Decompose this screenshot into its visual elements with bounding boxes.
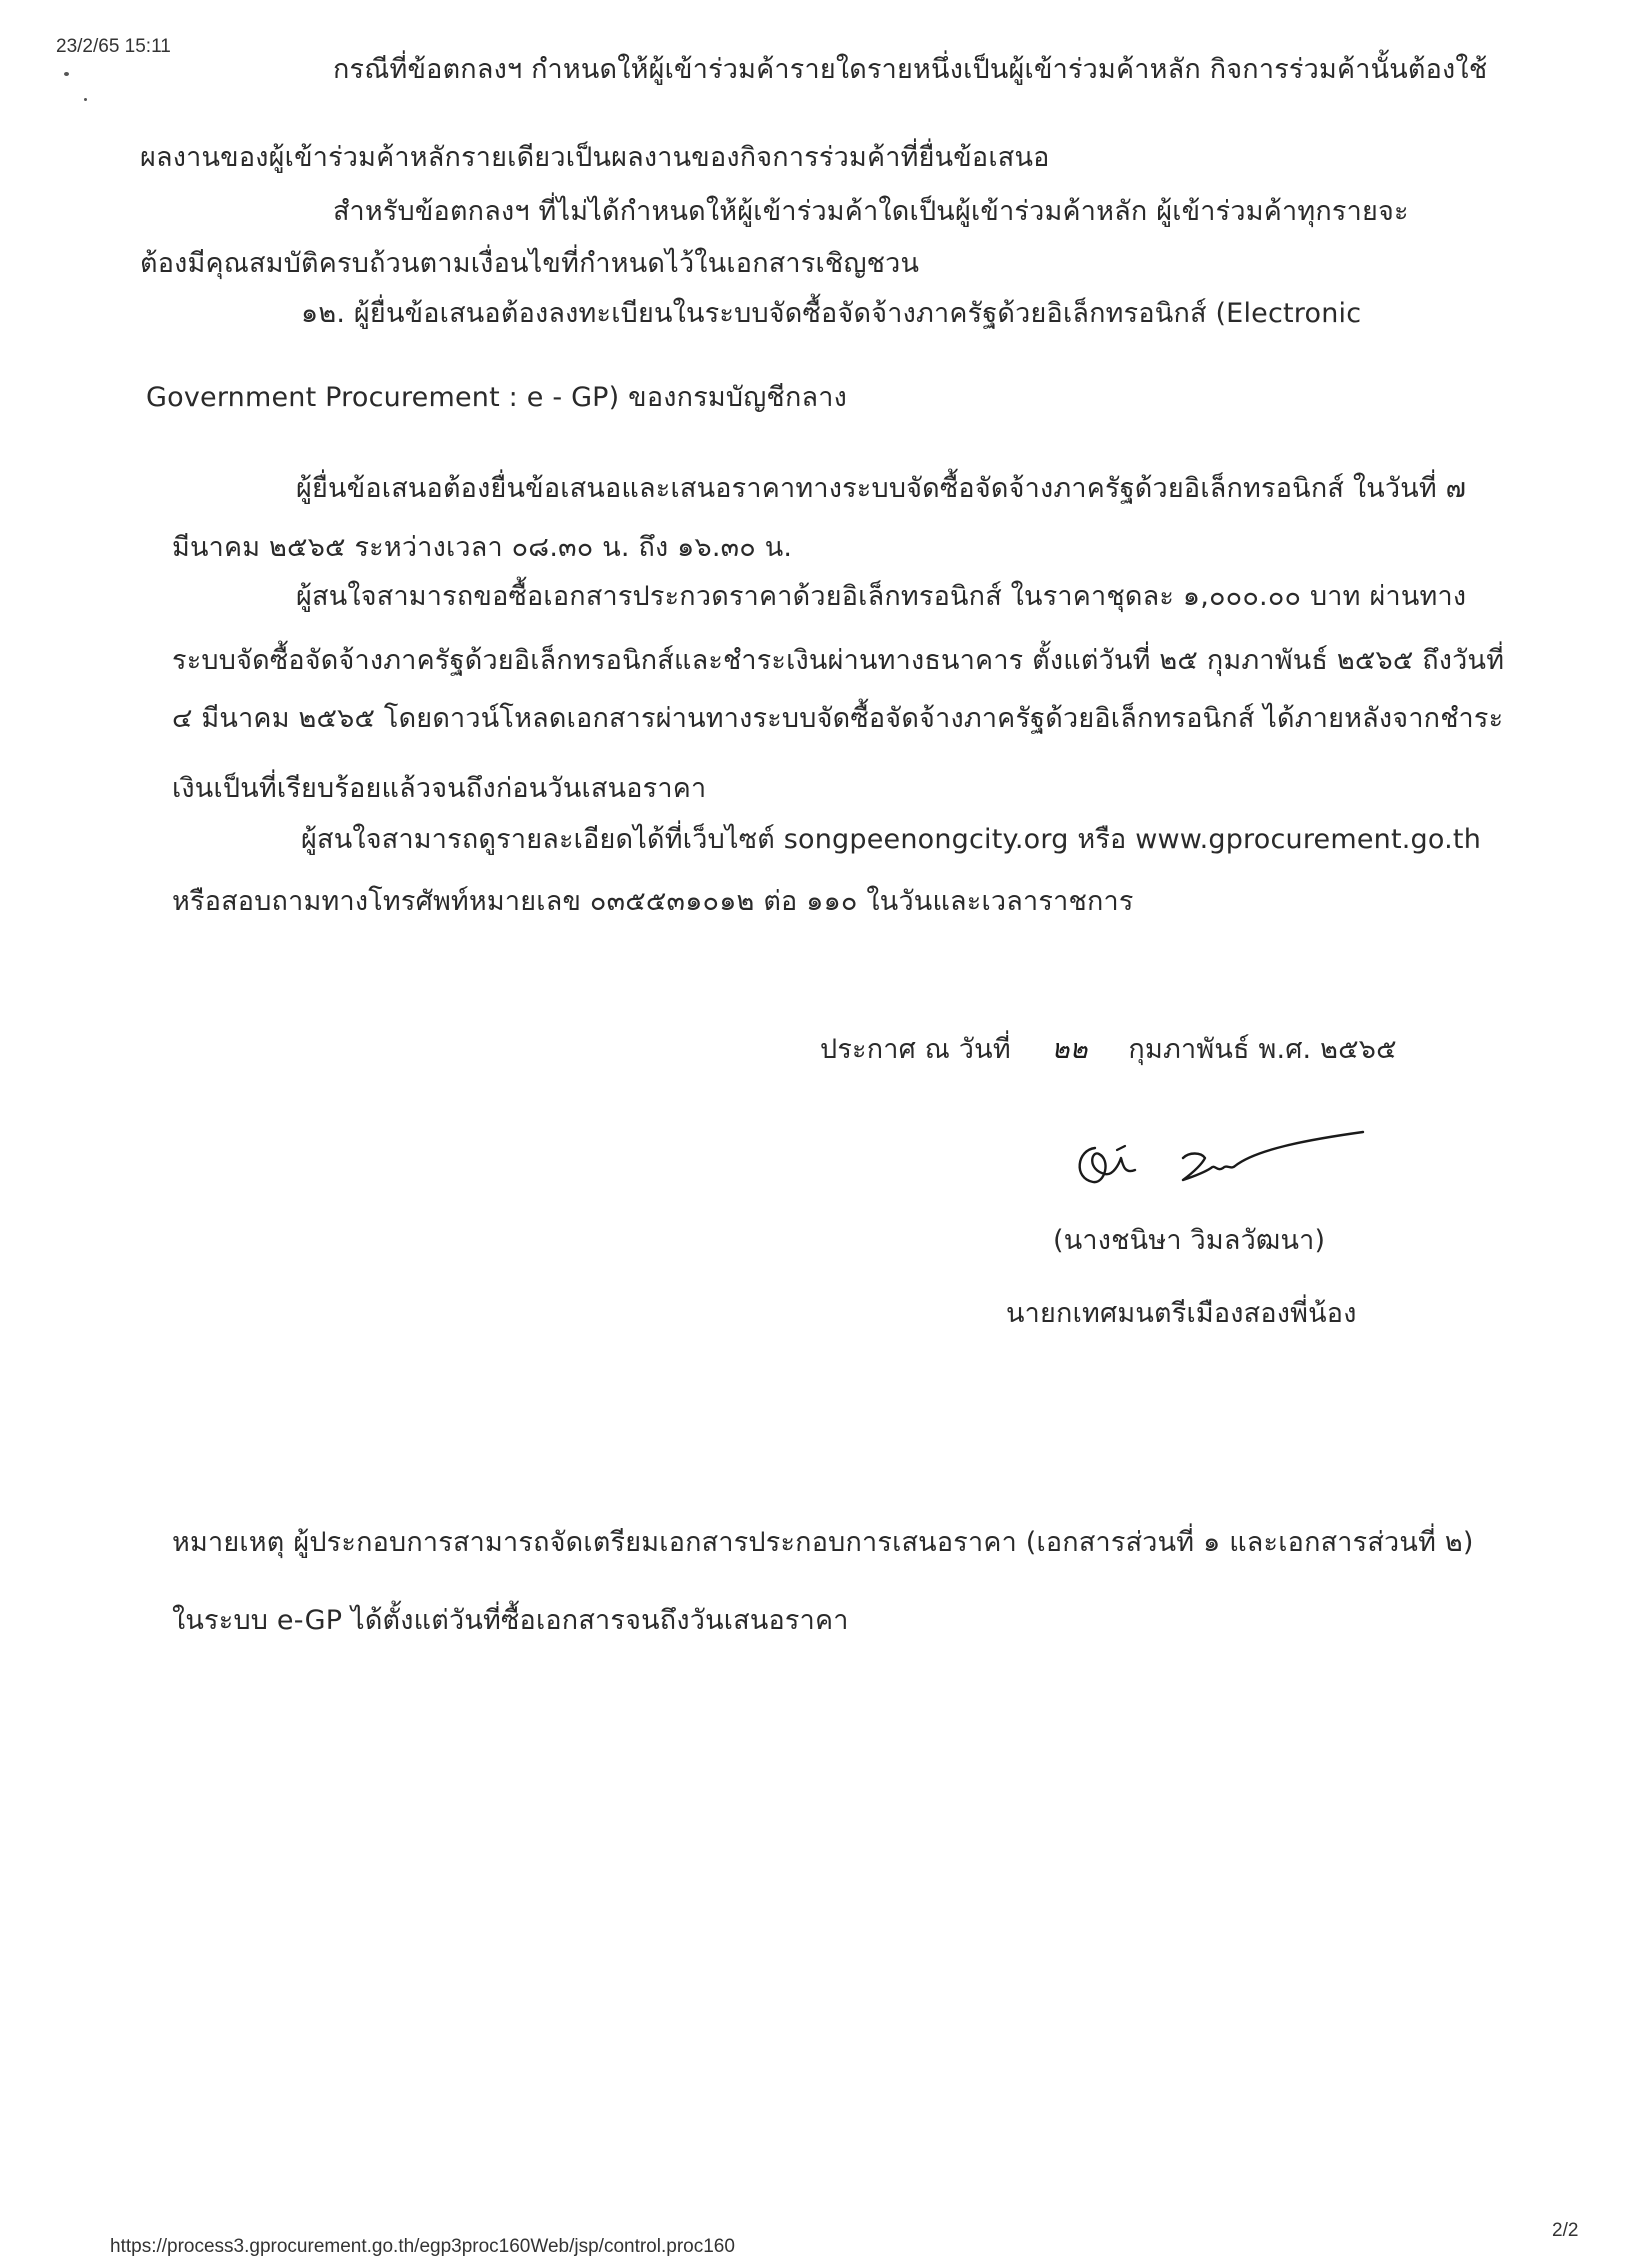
body-line: มีนาคม ๒๕๖๕ ระหว่างเวลา ๐๘.๓๐ น. ถึง ๑๖.๓๐ น. (172, 532, 793, 563)
announcement-suffix: กุมภาพันธ์ พ.ศ. ๒๕๖๕ (1128, 1034, 1397, 1065)
body-line: ผลงานของผู้เข้าร่วมค้าหลักรายเดียวเป็นผลงานของกิจการร่วมค้าที่ยื่นข้อเสนอ (140, 142, 1050, 173)
body-line: ผู้สนใจสามารถขอซื้อเอกสารประกวดราคาด้วยอิเล็กทรอนิกส์ ในราคาชุดละ ๑,๐๐๐.๐๐ บาท ผ่านทาง (296, 581, 1467, 612)
body-line: ผู้ยื่นข้อเสนอต้องยื่นข้อเสนอและเสนอราคาทางระบบจัดซื้อจัดจ้างภาครัฐด้วยอิเล็กทรอนิกส์ ในวันที่ ๗ (296, 473, 1467, 504)
body-line: ผู้สนใจสามารถดูรายละเอียดได้ที่เว็บไซต์ songpeenongcity.org หรือ www.gprocurement.go.th (301, 824, 1482, 855)
handwritten-day: ๒๒ (1051, 1034, 1088, 1065)
remark-line: หมายเหตุ ผู้ประกอบการสามารถจัดเตรียมเอกสารประกอบการเสนอราคา (เอกสารส่วนที่ ๑ และเอกสารส่วนที่ ๒) (172, 1527, 1474, 1558)
print-url: https://process3.gprocurement.go.th/egp3proc160Web/jsp/control.proc160 (110, 2236, 735, 2257)
body-line: กรณีที่ข้อตกลงฯ กำหนดให้ผู้เข้าร่วมค้ารายใดรายหนึ่งเป็นผู้เข้าร่วมค้าหลัก กิจการร่วมค้านั้นต้องใช้ (333, 54, 1488, 85)
body-line: ระบบจัดซื้อจัดจ้างภาครัฐด้วยอิเล็กทรอนิกส์และชำระเงินผ่านทางธนาคาร ตั้งแต่วันที่ ๒๕ กุมภาพันธ์ ๒๕๖๕ ถึงวันที่ (172, 645, 1505, 676)
print-timestamp: 23/2/65 15:11 (56, 36, 171, 57)
body-line: ๑๒. ผู้ยื่นข้อเสนอต้องลงทะเบียนในระบบจัดซื้อจัดจ้างภาครัฐด้วยอิเล็กทรอนิกส์ (Electronic (301, 298, 1362, 329)
announcement-prefix: ประกาศ ณ วันที่ (820, 1034, 1011, 1065)
body-line: ต้องมีคุณสมบัติครบถ้วนตามเงื่อนไขที่กำหนดไว้ในเอกสารเชิญชวน (140, 248, 920, 279)
body-line: สำหรับข้อตกลงฯ ที่ไม่ได้กำหนดให้ผู้เข้าร่วมค้าใดเป็นผู้เข้าร่วมค้าหลัก ผู้เข้าร่วมค้าทุกรายจะ (333, 196, 1409, 227)
scan-speck (84, 98, 87, 101)
signatory-name: (นางชนิษา วิมลวัฒนา) (1053, 1225, 1326, 1256)
body-line: ๔ มีนาคม ๒๕๖๕ โดยดาวน์โหลดเอกสารผ่านทางระบบจัดซื้อจัดจ้างภาครัฐด้วยอิเล็กทรอนิกส์ ได้ภายหลังจากชำระ (172, 703, 1504, 734)
body-line: หรือสอบถามทางโทรศัพท์หมายเลข ๐๓๕๕๓๑๐๑๒ ต่อ ๑๑๐ ในวันและเวลาราชการ (172, 886, 1134, 917)
body-line: เงินเป็นที่เรียบร้อยแล้วจนถึงก่อนวันเสนอราคา (172, 773, 707, 804)
announcement-date (820, 1033, 1397, 1067)
signature (1065, 1120, 1365, 1200)
signatory-position: นายกเทศมนตรีเมืองสองพี่น้อง (1006, 1298, 1357, 1329)
scan-speck (64, 72, 69, 76)
print-page-number: 2/2 (1552, 2220, 1579, 2241)
body-line: Government Procurement : e - GP) ของกรมบัญชีกลาง (146, 382, 847, 413)
remark-line: ในระบบ e-GP ได้ตั้งแต่วันที่ซื้อเอกสารจนถึงวันเสนอราคา (172, 1605, 849, 1636)
